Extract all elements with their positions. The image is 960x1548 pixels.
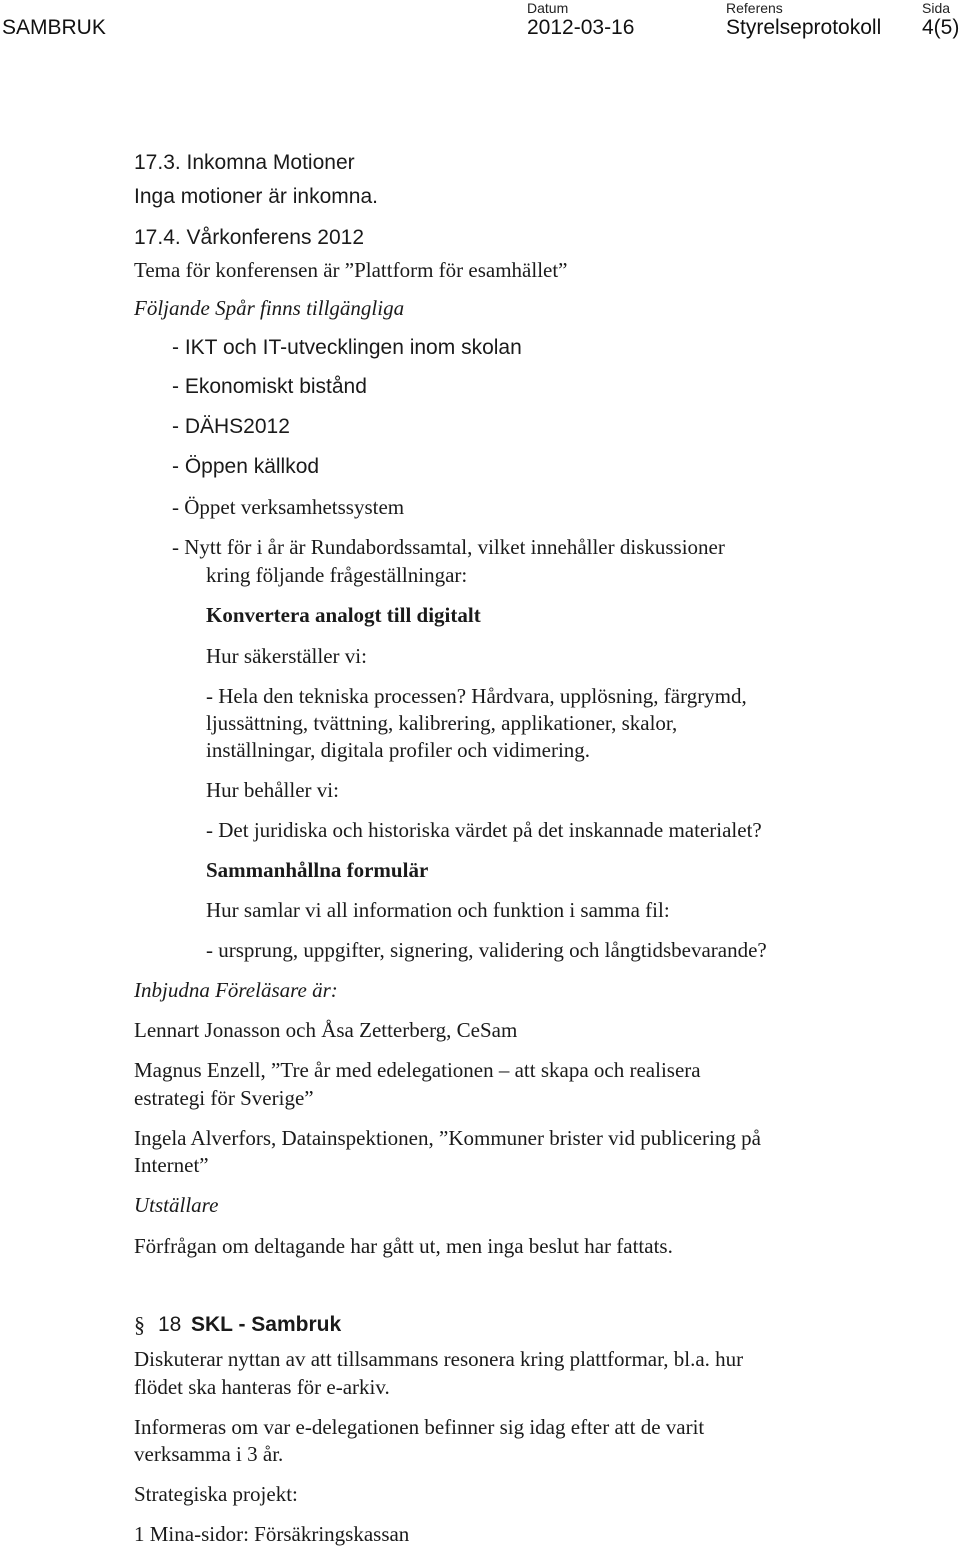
topic-answer: ljussättning, tvättning, kalibrering, applikationer, skalor, [206,711,678,735]
section-18-paragraph: verksamma i 3 år. [134,1442,284,1466]
section-18-paragraph: Informeras om var e-delegationen befinner sig idag efter att de varit [134,1415,705,1439]
speakers-heading: Inbjudna Föreläsare är: [134,978,338,1002]
track-item-continuation: kring följande frågeställningar: [206,563,468,587]
date-label: Datum [527,0,569,16]
topic-question: Hur samlar vi all information och funktion i samma fil: [206,898,670,922]
speaker-entry: estrategi för Sverige” [134,1086,314,1110]
section-18-title: SKL - Sambruk [191,1313,342,1336]
topic-question: Hur säkerställer vi: [206,644,367,668]
projects-heading: Strategiska projekt: [134,1482,298,1506]
page-number: 4(5) [922,16,960,39]
section-18-number: 18 [158,1313,182,1336]
track-item: - IKT och IT-utvecklingen inom skolan [172,336,522,359]
track-item: - DÄHS2012 [172,415,290,438]
topic-answer: inställningar, digitala profiler och vidimering. [206,738,591,762]
track-item: - Öppen källkod [172,455,320,478]
topic-answer: - ursprung, uppgifter, signering, validering och långtidsbevarande? [206,938,767,962]
track-item: - Nytt för i år är Rundabordssamtal, vilket innehåller diskussioner [172,535,725,559]
tracks-heading: Följande Spår finns tillgängliga [134,296,405,320]
track-item: - Ekonomiskt bistånd [172,375,367,398]
speaker-entry: Internet” [134,1153,209,1177]
section-17-4-heading: 17.4. Vårkonferens 2012 [134,226,364,249]
topic-answer: - Hela den tekniska processen? Hårdvara, upplösning, färgrymd, [206,684,747,708]
section-mark: § [134,1312,145,1337]
date-value: 2012-03-16 [527,16,635,39]
reference-label: Referens [726,0,783,16]
topic-question: Hur behåller vi: [206,778,339,802]
org-name: SAMBRUK [2,16,106,39]
section-18-paragraph: Diskuterar nyttan av att tillsammans resonera kring plattformar, bl.a. hur [134,1347,744,1371]
topic-answer: - Det juridiska och historiska värdet på det inskannade materialet? [206,818,762,842]
page-label: Sida [922,0,951,16]
exhibitors-heading: Utställare [134,1193,219,1217]
topic-title: Konvertera analogt till digitalt [206,603,481,627]
exhibitors-text: Förfrågan om deltagande har gått ut, men inga beslut har fattats. [134,1234,673,1258]
speaker-entry: Lennart Jonasson och Åsa Zetterberg, CeSam [134,1018,518,1042]
section-17-3-heading: 17.3. Inkomna Motioner [134,151,355,174]
speaker-entry: Ingela Alverfors, Datainspektionen, ”Kommuner brister vid publicering på [134,1126,761,1150]
section-17-3-text: Inga motioner är inkomna. [134,185,378,208]
reference-value: Styrelseprotokoll [726,16,882,39]
track-item: - Öppet verksamhetssystem [172,495,405,519]
conference-theme: Tema för konferensen är ”Plattform för esamhället” [134,258,568,282]
section-18-paragraph: flödet ska hanteras för e-arkiv. [134,1375,390,1399]
project-item: 1 Mina-sidor: Försäkringskassan [134,1522,410,1546]
topic-title: Sammanhållna formulär [206,858,429,882]
speaker-entry: Magnus Enzell, ”Tre år med edelegationen – att skapa och realisera [134,1058,701,1082]
